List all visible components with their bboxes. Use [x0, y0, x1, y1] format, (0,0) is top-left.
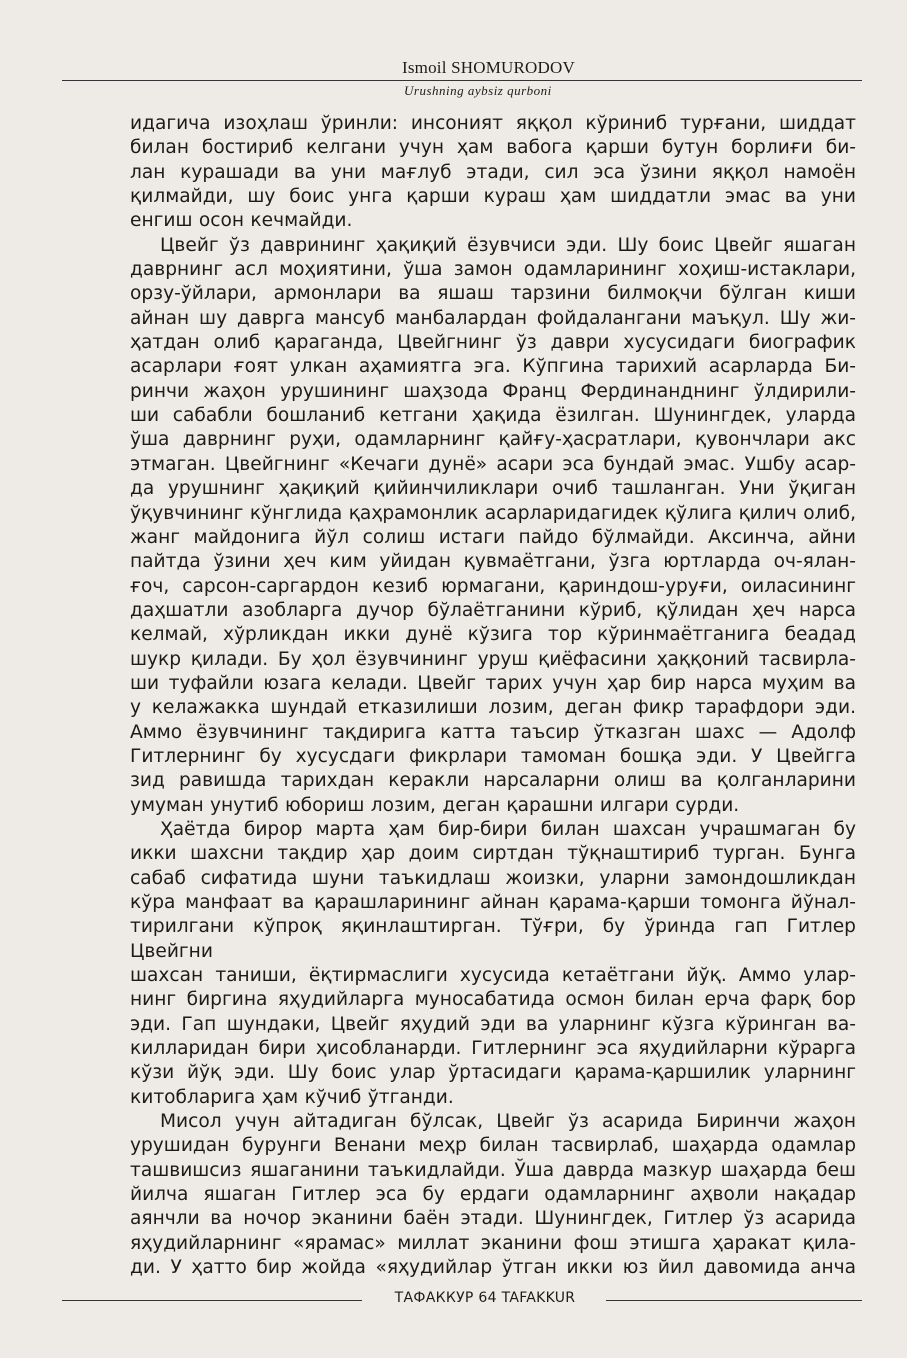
footer-rule-right [606, 1300, 862, 1301]
text-line: йилча яшаган Гитлер эса бу ердаги одамларнинг аҳволи нақадар [130, 1184, 856, 1206]
text-line: Цвейг ўз даврининг ҳақиқий ёзувчиси эди. Шу боис Цвейг яшаган [160, 234, 856, 256]
text-line: асарлари ғоят улкан аҳамиятга эга. Кўпгина тарихий асарларда Би- [130, 356, 856, 378]
text-line: китобларига ҳам кўчиб ўтганди. [130, 1086, 454, 1108]
text-line: айнан шу даврга мансуб манбалардан фойдалангани маъқул. Шу жи- [130, 307, 856, 329]
footer-rule-left [62, 1300, 362, 1301]
text-line: енгиш осон кечмайди. [130, 210, 353, 232]
text-line: Гитлернинг бу хусусдаги фикрлари тамоман бошқа эди. У Цвейгга [130, 745, 856, 767]
text-line: Мисол учун айтадиган бўлсак, Цвейг ўз асарида Биринчи жаҳон [160, 1111, 856, 1133]
text-line: кўзи йўқ эди. Шу боис улар ўртасидаги қарама-қаршилик уларнинг [130, 1062, 856, 1084]
text-line: ши сабабли бошланиб кетгани ҳақида ёзилган. Шунингдек, уларда [130, 405, 856, 427]
text-line: ринчи жаҳон урушининг шаҳзода Франц Фердинанднинг ўлдирили- [130, 380, 856, 402]
text-line: ши туфайли юзага келади. Цвейг тарих учун ҳар бир нарса муҳим ва [130, 672, 856, 694]
text-line: даҳшатли азобларга дучор бўлаётганини кўриб, қўлидан ҳеч нарса [130, 599, 856, 621]
text-line: Ҳаётда бирор марта ҳам бир-бири билан шахсан учрашмаган бу [160, 818, 856, 840]
text-line: ўша даврнинг руҳи, одамларнинг қайғу-ҳасратлари, қувончлари акс [130, 429, 856, 451]
text-line: ташвишсиз яшаганини таъкидлайди. Ўша даврда мазкур шаҳарда беш [130, 1159, 856, 1181]
text-line: яҳудийларнинг «ярамас» миллат эканини фош этишга ҳаракат қила- [130, 1232, 856, 1254]
text-line: ҳатдан олиб қараганда, Цвейгнинг ўз даври хусусидаги биографик [130, 332, 856, 354]
text-line: шахсан таниши, ёқтирмаслиги хусусида кетаётгани йўқ. Аммо улар- [130, 965, 856, 987]
text-line: у келажакка шундай етказилиши лозим, деган фикр тарафдори эди. [130, 697, 856, 719]
page-footer [0, 1290, 907, 1310]
text-line: шукр қилади. Бу ҳол ёзувчининг уруш қиёфасини ҳаққоний тасвирла- [130, 648, 856, 670]
header-subtitle: Urushning aybsiz qurboni [404, 83, 552, 98]
text-line: зид равишда тарихдан керакли нарсаларни олиш ва қолганларини [130, 770, 856, 792]
text-line: қилмайди, шу боис унга қарши кураш ҳам шиддатли эмас ва уни [130, 186, 856, 208]
text-line: урушидан бурунги Венани меҳр билан тасвирлаб, шаҳарда одамлар [130, 1135, 856, 1157]
text-line: икки шахсни тақдир ҳар доим сиртдан тўқнаштириб турган. Бунга [130, 843, 856, 865]
text-line: пайтда ўзини ҳеч ким уйидан қувмаётгани, ўзга юртларда оч-ялан- [130, 551, 856, 573]
text-line: жанг майдонига йўл солиш истаги пайдо бўлмайди. Аксинча, айни [130, 526, 856, 548]
text-line: тирилгани кўпроқ яқинлаштирган. Тўғри, бу ўринда гап Гитлер Цвейгни [130, 916, 856, 962]
text-line: нинг биргина яҳудийларга муносабатида осмон билан ерча фарқ бор [130, 989, 856, 1011]
text-line: билан бостириб келгани учун ҳам вабога қарши бутун борлиғи би- [130, 137, 856, 159]
text-line: Аммо ёзувчининг тақдирига катта таъсир ўтказган шахс — Адолф [130, 721, 856, 743]
text-line: келмай, хўрликдан икки дунё кўзига тор кўринмаётганига беадад [130, 624, 856, 646]
text-line: ўқувчининг кўнглида қаҳрамонлик асарларидагидек қўлига қилич олиб, [130, 502, 856, 524]
header-rule [62, 80, 862, 81]
body-text [130, 112, 856, 1281]
text-line: умуман унутиб юбориш лозим, деган қарашни илгари сурди. [130, 794, 740, 816]
text-line: килларидан бири ҳисобланарди. Гитлернинг эса яҳудийларни кўрарга [130, 1038, 856, 1060]
text-line: ғоч, сарсон-саргардон кезиб юрмагани, қариндош-уруғи, оиласининг [130, 575, 856, 597]
text-line: да урушнинг ҳақиқий қийинчиликлари очиб ташланган. Уни ўқиган [130, 478, 856, 500]
footer-label: ТАФАККУР 64 TAFAKKUR [394, 1290, 576, 1306]
text-line: сабаб сифатида шуни таъкидлаш жоизки, уларни замондошликдан [130, 867, 856, 889]
text-line: эди. Гап шундаки, Цвейг яҳудий эди ва уларнинг кўзга кўринган ва- [130, 1013, 856, 1035]
text-line: даврнинг асл моҳиятини, ўша замон одамларининг хоҳиш-истаклари, [130, 259, 856, 281]
text-line: лан курашади ва уни мағлуб этади, сил эса ўзини яққол намоён [130, 161, 856, 183]
text-line: кўра манфаат ва қарашларининг айнан қарама-қарши томонга йўнал- [130, 892, 856, 913]
text-line: идагича изоҳлаш ўринли: инсоният яққол кўриниб турғани, шиддат [130, 113, 856, 134]
text-line: аянчли ва ночор эканини баён этади. Шунингдек, Гитлер ўз асарида [130, 1208, 856, 1230]
header-author: Ismoil SHOMURODOV [402, 58, 575, 77]
text-line: этмаган. Цвейгнинг «Кечаги дунё» асари эса бундай эмас. Ушбу асар- [130, 453, 856, 475]
text-line: орзу-ўйлари, армонлари ва яшаш тарзини билмоқчи бўлган киши [130, 283, 856, 305]
text-line: ди. У ҳатто бир жойда «яҳудийлар ўтган икки юз йил давомида анча [130, 1257, 856, 1279]
